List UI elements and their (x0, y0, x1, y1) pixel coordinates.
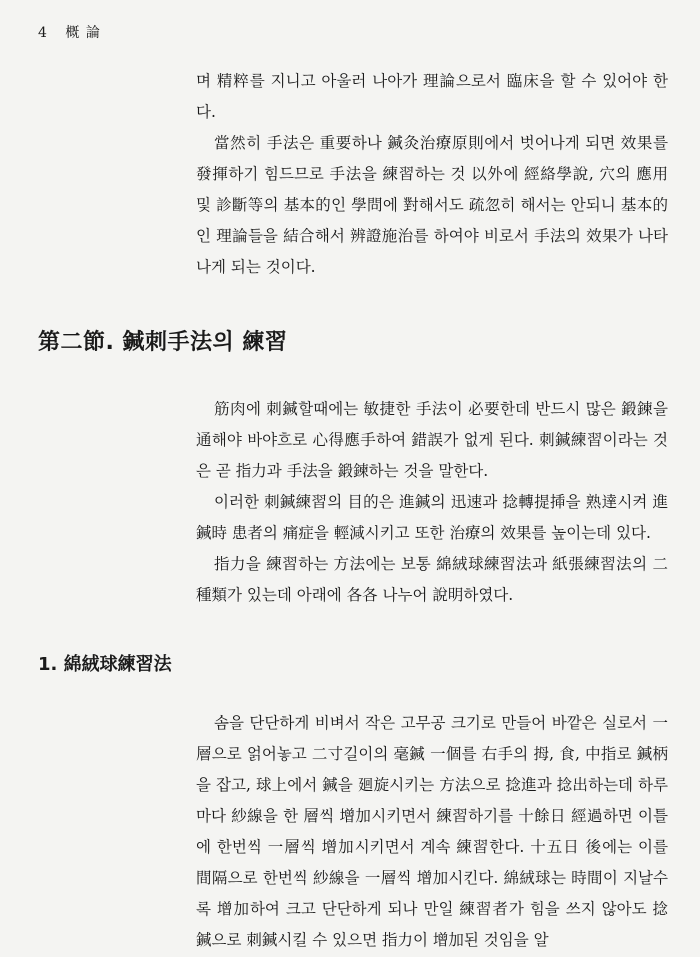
paragraph: 며 精粹를 지니고 아울러 나아가 理論으로서 臨床을 할 수 있어야 한다. (196, 72, 668, 121)
page-number: 4 (38, 25, 48, 41)
running-head (38, 22, 101, 42)
paragraph: 솜을 단단하게 비벼서 작은 고무공 크기로 만들어 바깥은 실로서 一層으로 얽어놓고 二寸길이의 毫鍼 一個를 右手의 拇, 食, 中指로 鍼柄을 잡고, 球上에서 鍼을 廻旋시키는 方法으로 捻進과 捻出하는데 하루마다 紗線을 한 層씩 增加시키면서 練習하기를 十餘日 經過하면 이틀에 한번씩 一層씩 增加시키면서 계속 練習한다. 十五日 後에는 이를 間隔으로 한번씩 紗線을 一層씩 增加시킨다. 綿絨球는 時間이 지날수록 增加하여 크고 단단하게 되나 만일 練習者가 힘을 쓰지 않아도 捻鍼으로 刺鍼시킬 수 있으면 指力이 增加된 것임을 알 (196, 714, 669, 949)
paragraph: 筋肉에 刺鍼할때에는 敏捷한 手法이 必要한데 반드시 많은 鍛鍊을 通해야 바야흐로 心得應手하여 錯誤가 없게 된다. 刺鍼練習이라는 것은 곧 指力과 手法을 鍛鍊하는 것을 말한다. (196, 400, 668, 480)
paragraph: 指力을 練習하는 方法에는 보통 綿絨球練習法과 紙張練習法의 二種類가 있는데 아래에 各各 나누어 說明하였다. (196, 555, 668, 604)
section-heading: 第二節. 鍼刺手法의 練習 (38, 330, 288, 355)
section-text-block (196, 394, 668, 611)
subsection-text-block (196, 708, 668, 956)
chapter-title: 概 論 (65, 25, 101, 41)
paragraph: 當然히 手法은 重要하나 鍼灸治療原則에서 벗어나게 되면 效果를 發揮하기 힘드므로 手法을 練習하는 것 以外에 經絡學說, 穴의 應用 및 診斷等의 基本的인 學問에 對해서도 疏忽히 해서는 안되니 基本的인 理論들을 結合해서 辨證施治를 하여야 비로서 手法의 效果가 나타나게 되는 것이다. (196, 134, 668, 276)
paragraph: 이러한 刺鍼練習의 目的은 進鍼의 迅速과 捻轉提揷을 熟達시켜 進鍼時 患者의 痛症을 輕減시키고 또한 治療의 效果를 높이는데 있다. (196, 493, 668, 542)
intro-text-block (196, 66, 668, 283)
subsection-heading: 1. 綿絨球練習法 (38, 654, 172, 675)
